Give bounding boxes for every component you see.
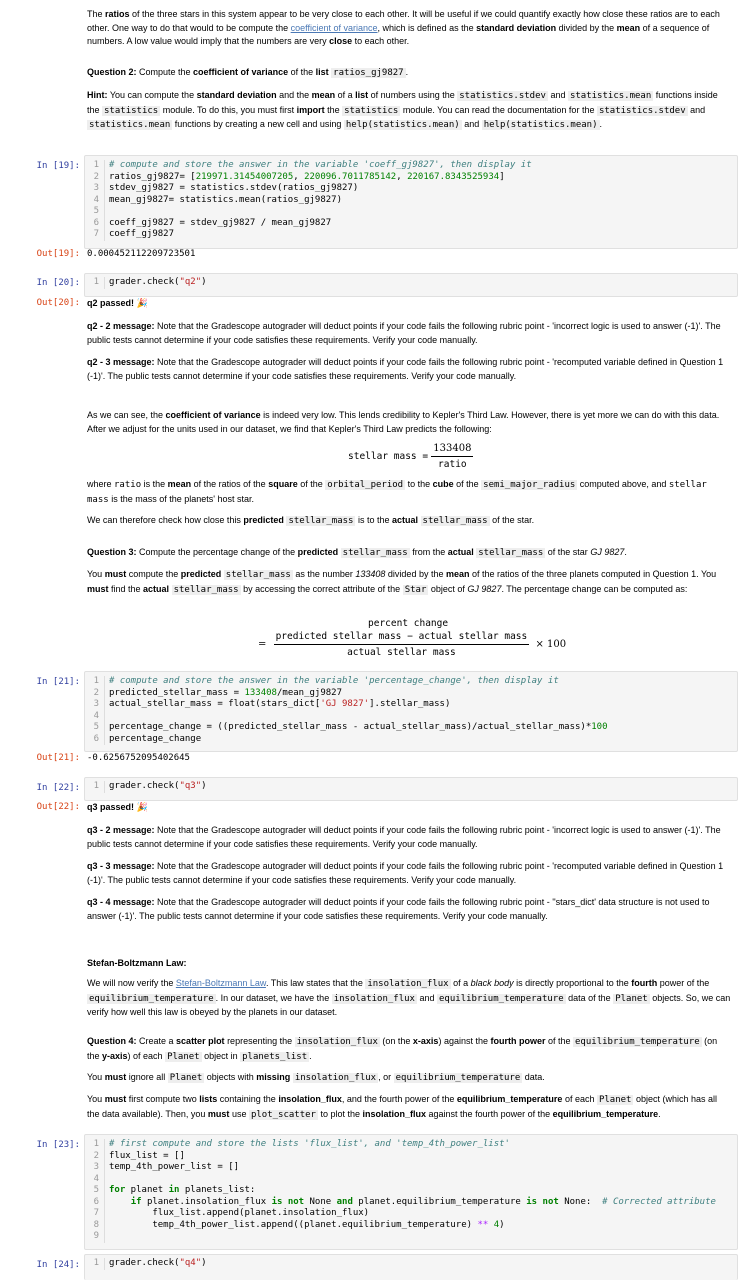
q2-passed: q2 passed! 🎉 — [87, 298, 148, 308]
cell-21-out-prompt: Out[21]: — [36, 753, 80, 763]
code-cell-21[interactable]: 1 # compute and store the answer in the variable 'percentage_change', then display it 2 predicted_stellar_mass = 133408/mean_gj9827 3 actual_stellar_mass = float(stars_dict['GJ 9827'].stellar_mass) 4 5 percentage_change = ((predicted_stellar_mass - actual_stellar_mass)/actual_stellar_mass)*100 6 percentage_change — [84, 671, 738, 752]
cell-23-in-prompt: In [23]: — [36, 1140, 80, 1150]
kepler-where: where ratio is the mean of the ratios of the square of the orbital_period to the cube of the semi_major_radius computed above, and stellar mass is the mass of the planets' host star. — [87, 479, 707, 505]
kepler-equation: stellar mass = $\frac{133408}{\text{ratio}}$ — [348, 443, 472, 470]
code-cell-23[interactable]: 1 # first compute and store the lists 'flux_list', and 'temp_4th_power_list' 2 flux_list = [] 3 temp_4th_power_list = [] 4 5 for planet in planets_list: 6 if planet.insolation_flux is not None and planet.equilibrium_temperature is not None: # Corrected attribute 7 flux_list.append(planet.insolation_flux) 8 temp_4th_power_list.append((planet.equilibrium_temperature) ** 4) 9 — [84, 1134, 738, 1250]
q3-message-3: q3 - 3 message: Note that the Gradescope autograder will deduct points if your code fails the following rubric point - 'recomputed variable defined in Question 1 (-1)'. The public tests cannot determine if your code satisfies these requirements. Verify your code manually. — [87, 861, 724, 885]
question-4: Question 4: Create a scatter plot representing the insolation_flux (on the x-axis) against the fourth power of the equilibrium_temperature (on the y-axis) of each Planet object in planets_list . — [87, 1036, 718, 1062]
stefan-boltzmann-link[interactable]: Stefan-Boltzmann Law — [175, 978, 266, 988]
question-2-hint: Hint: You can compute the standard deviation and the mean of a list of numbers using the statistics.stdev and statistics.mean functions inside the statistics module. To do this, you must first import the statistics module. You can read the documentation for the statistics.stdev and statistics.mean functions by creating a new cell and using help(statistics.mean) and help(statistics.mean) . — [87, 90, 718, 130]
question-4-instructions: You must first compute two lists containing the insolation_flux, and the fourth power of the equilibrium_temperature of each Planet object (which has all the data available). Then, you must use plot_scatter to plot the insolation_flux against the fourth power of the equilibrium_temperature. — [87, 1094, 718, 1120]
code-cell-24[interactable]: 1 grader.check("q4") — [84, 1254, 738, 1280]
question-2: Question 2: Compute the coefficient of variance of the list ratios_gj9827 . — [87, 67, 409, 78]
percent-change-title: percent change — [368, 618, 449, 629]
cell-22-out-prompt: Out[22]: — [36, 802, 80, 812]
cell-20-in-prompt: In [20]: — [36, 278, 80, 288]
question-3-instructions: You must compute the predicted stellar_mass as the number 133408 divided by the mean of the ratios of the three planets computed in Question 1. You must find the actual stellar_mass by accessing the correct attribute of the Star object of GJ 9827. The percentage change can be computed as: — [87, 569, 717, 595]
q3-message-2: q3 - 2 message: Note that the Gradescope autograder will deduct points if your code fails the following rubric point - 'incorrect logic is used to answer (-1)'. The public tests cannot determine if your code satisfies these requirements. Verify your code manually. — [87, 825, 721, 849]
code-cell-22[interactable]: 1 grader.check("q3") — [84, 777, 738, 801]
cell-19-in-prompt: In [19]: — [36, 161, 80, 171]
question-4-ignore: You must ignore all Planet objects with missing insolation_flux , or equilibrium_temperature data. — [87, 1072, 545, 1083]
cell-19-output: 0.000452112209723501 — [87, 249, 196, 259]
cell-19-out-prompt: Out[19]: — [36, 249, 80, 259]
sb-paragraph: We will now verify the Stefan-Boltzmann Law. This law states that the insolation_flux of a black body is directly proportional to the fourth power of the equilibrium_temperature . In our dataset, we have the insolation_flux and equilibrium_temperature data of the Planet objects. So, we can verify how well this law is obeyed by the planets in our dataset. — [87, 978, 731, 1017]
cell-21-in-prompt: In [21]: — [36, 677, 80, 687]
percent-change-equation: = $\frac{\text{predicted stellar mass − actual stellar mass}}{\text{actual stellar mass}}$ × 100 — [258, 631, 567, 658]
coefficient-of-variance-link[interactable]: coefficient of variance — [290, 22, 378, 33]
q2-message-3: q2 - 3 message: Note that the Gradescope autograder will deduct points if your code fails the following rubric point - 'recomputed variable defined in Question 1 (-1)'. The public tests cannot determine if your code satisfies these requirements. Verify your code manually. — [87, 357, 724, 381]
sb-heading: Stefan-Boltzmann Law: — [87, 958, 187, 968]
code-cell-19[interactable]: 1 # compute and store the answer in the variable 'coeff_gj9827', then display it 2 ratios_gj9827= [219971.31454007205, 220096.7011785142, 220167.8343525934] 3 stdev_gj9827 = statistics.stdev(ratios_gj9827) 4 mean_gj9827= statistics.mean(ratios_gj9827) 5 6 coeff_gj9827 = stdev_gj9827 / mean_gj9827 7 coeff_gj9827 — [84, 155, 738, 249]
kepler-paragraph: As we can see, the coefficient of variance is indeed very low. This lends credibility to Kepler's Third Law. However, there is yet more we can do with this data. After we adjust for the units used in our dataset, we find that Kepler's Third Law predicts the following: — [87, 410, 720, 434]
party-popper-icon: 🎉 — [136, 802, 148, 812]
q3-message-4: q3 - 4 message: Note that the Gradescope autograder will deduct points if your code fails the following rubric point - ''stars_dict' data structure is not used to answer (-1)'. The public tests cannot determine if your code satisfies these requirements. Verify your code manually. — [87, 897, 710, 921]
q3-passed: q3 passed! 🎉 — [87, 802, 148, 812]
intro-paragraph: The ratios of the three stars in this system appear to be very close to each other. It will be useful if we could quantify exactly how close these ratios are to each other. One way to do that would to be compute the coefficient of variance, which is defined as the standard deviation divided by the mean of a sequence of numbers. A low value would imply that the numbers are very close to each other. — [87, 9, 720, 46]
party-popper-icon: 🎉 — [136, 298, 148, 308]
cell-24-in-prompt: In [24]: — [36, 1260, 80, 1270]
code-cell-20[interactable]: 1 grader.check("q2") — [84, 273, 738, 297]
question-3: Question 3: Compute the percentage change of the predicted stellar_mass from the actual stellar_mass of the star GJ 9827. — [87, 547, 627, 558]
q2-message-2: q2 - 2 message: Note that the Gradescope autograder will deduct points if your code fails the following rubric point - 'incorrect logic is used to answer (-1)'. The public tests cannot determine if your code satisfies these requirements. Verify your code manually. — [87, 321, 721, 345]
cell-22-in-prompt: In [22]: — [36, 783, 80, 793]
kepler-check: We can therefore check how close this predicted stellar_mass is to the actual stellar_mass of the star. — [87, 515, 535, 526]
cell-21-output: -0.6256752095402645 — [87, 753, 190, 763]
cell-20-out-prompt: Out[20]: — [36, 298, 80, 308]
